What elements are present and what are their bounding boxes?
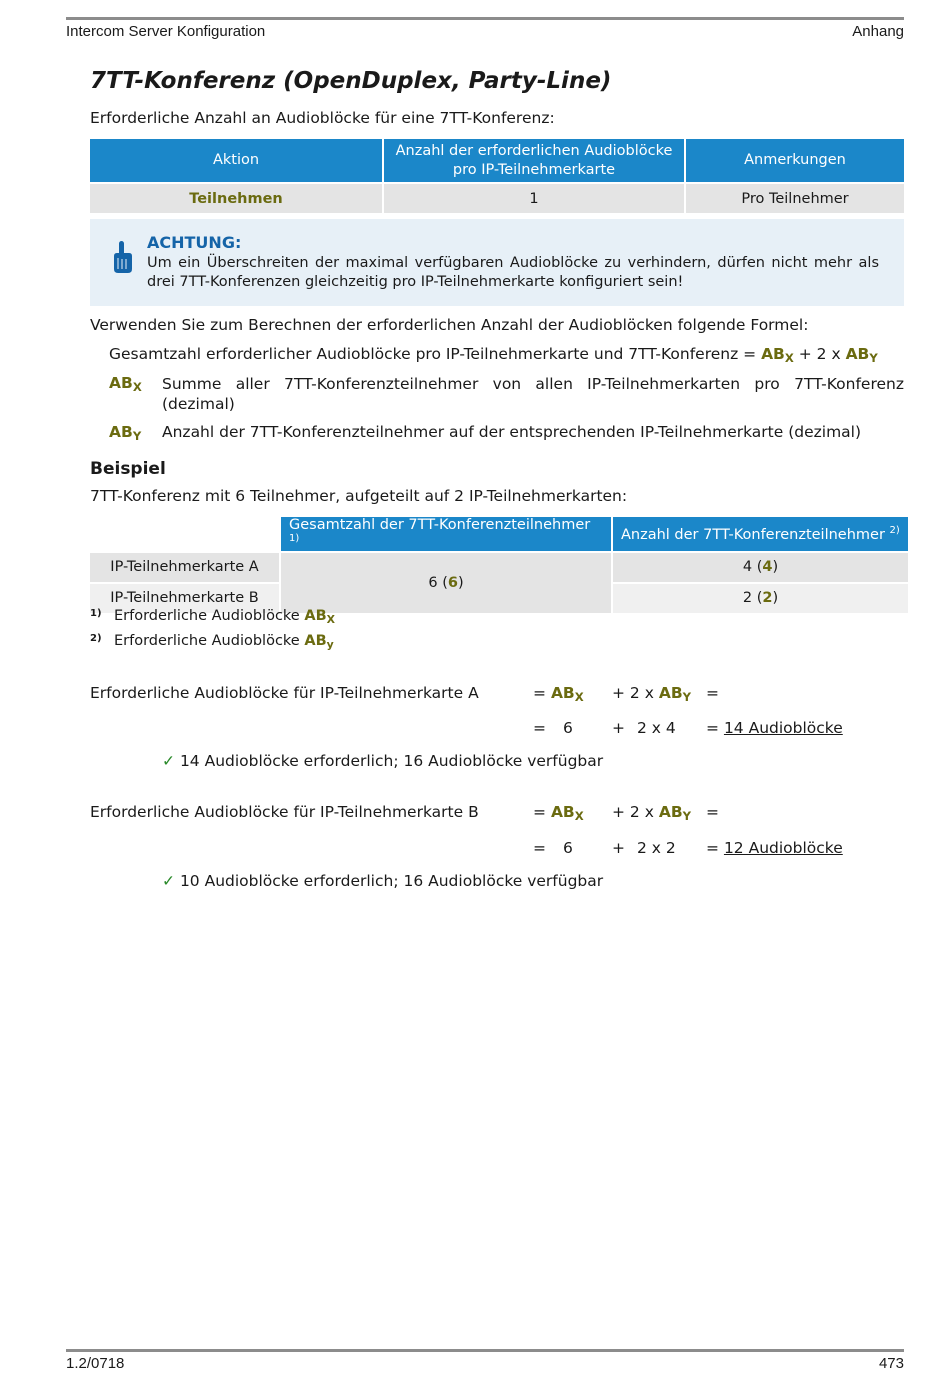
cell-value-highlight: 2	[762, 590, 773, 607]
ab-label: AB	[304, 608, 327, 624]
calc-a-eq1	[533, 684, 584, 702]
example-table	[90, 517, 908, 613]
equals-sign: =	[533, 684, 546, 702]
def-x-line1: Summe aller 7TT-Konferenzteilnehmer von allen IP-Teilnehmerkarten pro 7TT-Konferenz	[162, 375, 904, 393]
cell-value-highlight: 6	[447, 574, 458, 591]
equals-sign: =	[533, 803, 546, 821]
calc-b-check	[162, 872, 603, 890]
cell-value-highlight: 4	[762, 559, 773, 576]
ab-label: AB	[761, 345, 785, 363]
table-cell-note: Pro Teilnehmer	[685, 183, 904, 213]
example-heading: Beispiel	[90, 459, 166, 479]
ab-label: AB	[550, 803, 575, 821]
calc-a-check	[162, 752, 603, 770]
check-icon: ✓	[162, 752, 175, 770]
footnote-subscript: X	[326, 612, 335, 626]
table-header-line: Anzahl der erforderlichen Audioblöcke	[395, 142, 673, 159]
calc-b-plus	[612, 803, 691, 821]
formula-plus: + 2 x	[793, 345, 846, 363]
header-left: Intercom Server Konfiguration	[66, 23, 266, 40]
table-header-cell	[383, 139, 685, 183]
row-label: IP-Teilnehmerkarte A	[90, 552, 280, 583]
col-label: Gesamtzahl der 7TT-Konferenzteilnehmer	[289, 517, 591, 533]
check-text: 10 Audioblöcke erforderlich; 16 Audioblöcke verfügbar	[179, 872, 604, 890]
footnote-mark: 2)	[90, 633, 102, 644]
table-row	[90, 552, 908, 583]
y-subscript: Y	[682, 689, 692, 704]
table-header-cell	[612, 517, 908, 552]
table-cell-count: 1	[383, 183, 685, 213]
plus-term: + 2 x	[612, 803, 654, 821]
equals-sign: =	[706, 719, 719, 737]
footnote-ref: 2)	[889, 525, 900, 536]
table-header-line: pro IP-Teilnehmerkarte	[452, 161, 616, 178]
calc-a-plus2: +	[612, 719, 625, 737]
calc-b-plus2: +	[612, 839, 625, 857]
x-subscript: X	[784, 350, 794, 365]
ab-label: AB	[109, 423, 133, 441]
y-subscript: Y	[869, 350, 878, 365]
calc-b-result	[706, 839, 843, 857]
footnote-1	[90, 608, 335, 626]
calc-b-label: Erforderliche Audioblöcke für IP-Teilnehmerkarte B	[90, 803, 479, 821]
callout-title: ACHTUNG:	[147, 233, 242, 252]
cell-value: 4	[742, 559, 753, 576]
page-number: 473	[878, 1355, 904, 1372]
callout-text: Um ein Überschreiten der maximal verfügbaren Audioblöcke zu verhindern, dürfen nicht mehr als drei 7TT-Konferenzen gleichzeitig pro IP-Teilnehmerkarte konfiguriert sein!	[147, 255, 879, 290]
footnote-mark: 1)	[90, 608, 102, 619]
footnote-text: Erforderliche Audioblöcke	[114, 633, 305, 649]
footnote-text: Erforderliche Audioblöcke	[114, 608, 305, 624]
calc-a-eq3: =	[533, 719, 546, 737]
table-empty-cell	[90, 517, 280, 552]
cell-value: 2	[742, 590, 753, 607]
calc-b-valy: 2 x 2	[637, 839, 676, 857]
ab-label: AB	[658, 803, 683, 821]
audio-block-table	[90, 139, 904, 213]
table-header-row	[90, 517, 908, 552]
footnote-ref: 1)	[289, 533, 300, 544]
calc-a-plus	[612, 684, 691, 702]
footer-version: 1.2/0718	[66, 1355, 125, 1372]
calc-b-eq1	[533, 803, 584, 821]
header-right: Anhang	[852, 23, 904, 40]
pointing-hand-icon	[111, 241, 133, 275]
table-header-cell: Anmerkungen	[685, 139, 904, 183]
def-y-symbol	[109, 423, 141, 441]
formula-prefix: Gesamtzahl erforderlicher Audioblöcke pro IP-Teilnehmerkarte und 7TT-Konferenz =	[109, 345, 762, 363]
header-rule	[66, 17, 904, 20]
formula-intro: Verwenden Sie zum Berechnen der erforderlichen Anzahl der Audioblöcken folgende Formel:	[90, 316, 809, 334]
table-cell-total: 6 (6)	[280, 552, 612, 613]
col-label: Anzahl der 7TT-Konferenzteilnehmer	[621, 526, 885, 543]
x-subscript: X	[574, 689, 584, 704]
ab-label: AB	[304, 633, 327, 649]
ab-label: AB	[845, 345, 870, 363]
equals-sign: =	[706, 839, 719, 857]
calc-a-valx: 6	[563, 719, 573, 737]
ab-label: AB	[550, 684, 575, 702]
table-cell-a: 4 (4)	[612, 552, 908, 583]
ab-x-term	[761, 345, 794, 363]
check-text: 14 Audioblöcke erforderlich; 16 Audioblöcke verfügbar	[179, 752, 604, 770]
table-cell-b: 2 (2)	[612, 583, 908, 613]
ab-label: AB	[109, 374, 133, 392]
def-y-text: Anzahl der 7TT-Konferenzteilnehmer auf der entsprechenden IP-Teilnehmerkarte (dezimal)	[162, 423, 862, 441]
calc-a-eq2: =	[706, 684, 719, 702]
calc-a-valy: 2 x 4	[637, 719, 676, 737]
calc-a-label: Erforderliche Audioblöcke für IP-Teilnehmerkarte A	[90, 684, 479, 702]
warning-callout	[90, 219, 904, 306]
def-x-line2: (dezimal)	[162, 395, 235, 413]
ab-y-term	[846, 345, 878, 363]
intro-text: Erforderliche Anzahl an Audioblöcke für eine 7TT-Konferenz:	[90, 109, 555, 127]
row-label: IP-Teilnehmerkarte B	[90, 583, 280, 613]
result-value: 12 Audioblöcke	[723, 839, 843, 857]
x-subscript: X	[132, 379, 142, 394]
footer-rule	[66, 1349, 904, 1352]
table-header-cell: Aktion	[90, 139, 383, 183]
y-subscript: Y	[682, 808, 692, 823]
ab-label: AB	[658, 684, 683, 702]
table-row	[90, 183, 904, 213]
calc-a-result	[706, 719, 843, 737]
formula-line	[109, 345, 878, 363]
calc-b-valx: 6	[563, 839, 573, 857]
footnote-subscript: y	[326, 637, 334, 651]
def-x-text	[162, 374, 904, 414]
check-icon: ✓	[162, 872, 175, 890]
example-intro: 7TT-Konferenz mit 6 Teilnehmer, aufgeteilt auf 2 IP-Teilnehmerkarten:	[90, 487, 628, 505]
table-header-cell	[280, 517, 612, 552]
page-title: 7TT-Konferenz (OpenDuplex, Party-Line)	[90, 68, 612, 94]
table-cell-action: Teilnehmen	[90, 183, 383, 213]
calc-b-eq2: =	[706, 803, 719, 821]
footnote-body	[114, 633, 334, 649]
y-subscript: Y	[132, 428, 142, 443]
footnote-body	[114, 608, 335, 624]
plus-term: + 2 x	[612, 684, 654, 702]
x-subscript: X	[574, 808, 584, 823]
footnote-2	[90, 633, 334, 651]
calc-b-eq3: =	[533, 839, 546, 857]
result-value: 14 Audioblöcke	[723, 719, 843, 737]
cell-value: 6	[428, 574, 438, 591]
def-x-symbol	[109, 374, 142, 392]
table-header-row	[90, 139, 904, 183]
